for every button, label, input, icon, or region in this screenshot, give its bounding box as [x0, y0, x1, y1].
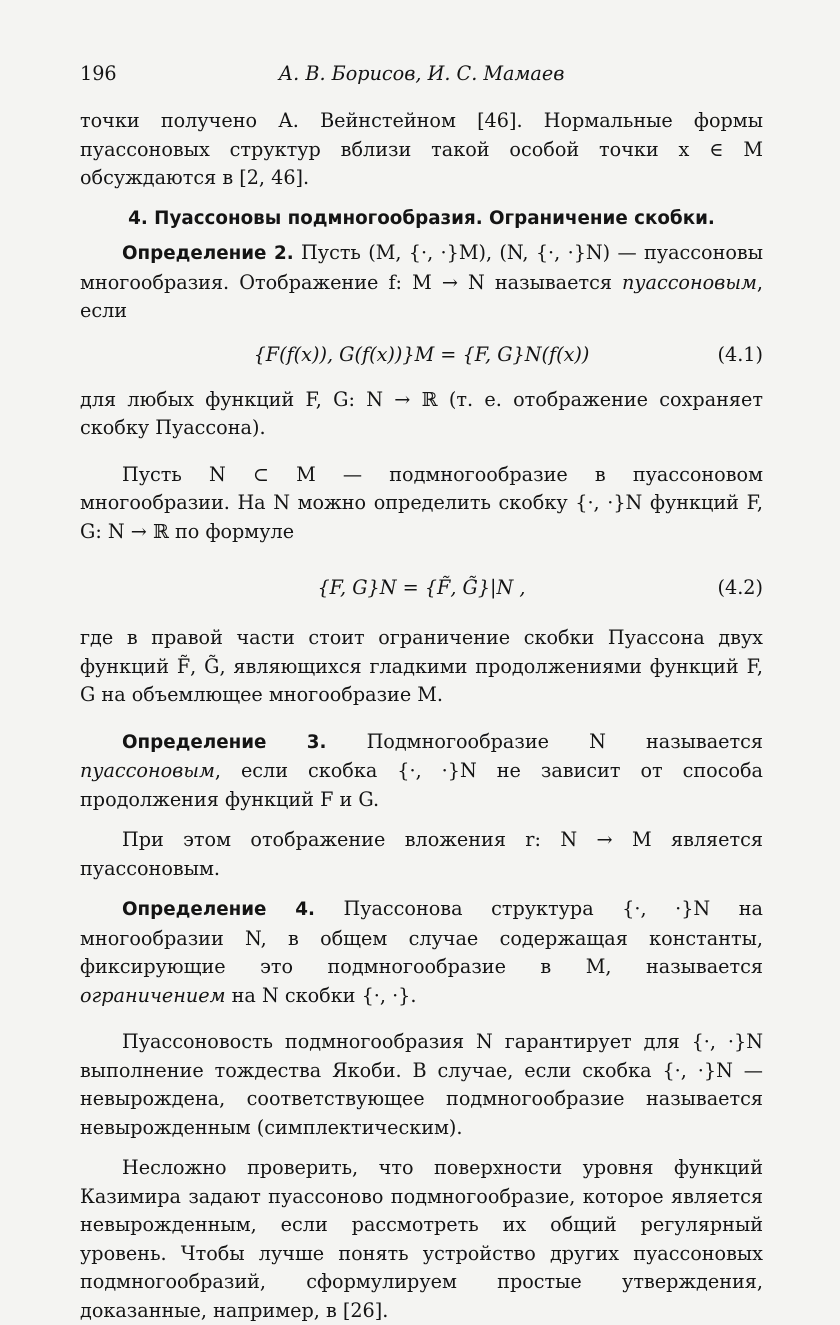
definition-3 — [80, 728, 763, 815]
definition-2-label: Определение 2. — [122, 243, 294, 264]
paragraph-after-eq-4-2: где в правой части стоит ограничение скобки Пуассона двух функций F̃, G̃, являющихся гладкими продолжениями функций F, G на объемлющее многообразие M. — [80, 626, 763, 706]
definition-3-text-a: Подмногообразие N называется — [326, 729, 763, 753]
definition-4-text-a: Пуассонова структура {·, ·}N на многообразии N, в общем случае содержащая константы, фиксирующие это подмногообразие в M, называется — [80, 897, 763, 978]
equation-4-1-body: {F(f(x)), G(f(x))}M = {F, G}N(f(x)) — [253, 343, 590, 367]
equation-4-2-number: (4.2) — [717, 575, 763, 599]
paragraph-casimir: Несложно проверить, что поверхности уровня функций Казимира задают пуассоново подмногообразие, которое является невырожденным, если рассмотреть их общий регулярный уровень. Чтобы лучше понять устройство других пуассоновых подмногообразий, сформулируем простые утверждения, доказанные, например, в [26]. — [80, 1156, 763, 1322]
section-heading: 4. Пуассоновы подмногообразия. Ограничение скобки. — [128, 207, 715, 229]
equation-4-1-number: (4.1) — [717, 343, 763, 367]
definition-3-emphasis: пуассоновым — [80, 759, 215, 782]
definition-4-emphasis: ограничением — [80, 983, 226, 1007]
definition-2 — [80, 239, 763, 326]
paragraph-embedding: При этом отображение вложения r: N → M является пуассоновым. — [80, 828, 763, 880]
page-number: 196 — [80, 62, 117, 85]
equation-4-2 — [80, 558, 763, 618]
definition-2-text-b: , если — [80, 270, 763, 322]
definition-3-label: Определение 3. — [122, 731, 327, 753]
definition-4 — [80, 895, 763, 1010]
definition-2-text-a: Пусть (M, {·, ·}M), (N, {·, ·}N) — пуассоновы многообразия. Отображение f: M → N называется — [80, 241, 763, 294]
definition-4-label: Определение 4. — [122, 899, 315, 920]
equation-4-1 — [80, 332, 763, 380]
paragraph-after-eq-4-1: для любых функций F, G: N → ℝ (т. е. отображение сохраняет скобку Пуассона). — [80, 387, 763, 439]
page-content — [80, 60, 763, 1325]
paragraph-continuation: точки получено А. Вейнстейном [46]. Нормальные формы пуассоновых структур вблизи такой особой точки x ∈ M обсуждаются в [2, 46]. — [80, 109, 763, 189]
running-head — [80, 60, 763, 90]
paragraph-submanifold: Пусть N ⊂ M — подмногообразие в пуассоновом многообразии. На N можно определить скобку {·, ·}N функций F, G: N → ℝ по формуле — [80, 462, 763, 543]
definition-2-emphasis: пуассоновым — [622, 270, 757, 294]
running-head-authors: А. В. Борисов, И. С. Мамаев — [278, 62, 565, 85]
definition-3-text-b: , если скобка {·, ·}N не зависит от способа продолжения функций F и G. — [80, 759, 763, 811]
definition-4-text-b: на N скобки {·, ·}. — [225, 983, 417, 1007]
equation-4-2-body: {F, G}N = {F̃, G̃}|N , — [317, 575, 526, 599]
paragraph-jacobi: Пуассоновость подмногообразия N гарантирует для {·, ·}N выполнение тождества Якоби. В случае, если скобка {·, ·}N — невырождена, соответствующее подмногообразие называется невырожденным (симплектическим). — [80, 1030, 763, 1139]
